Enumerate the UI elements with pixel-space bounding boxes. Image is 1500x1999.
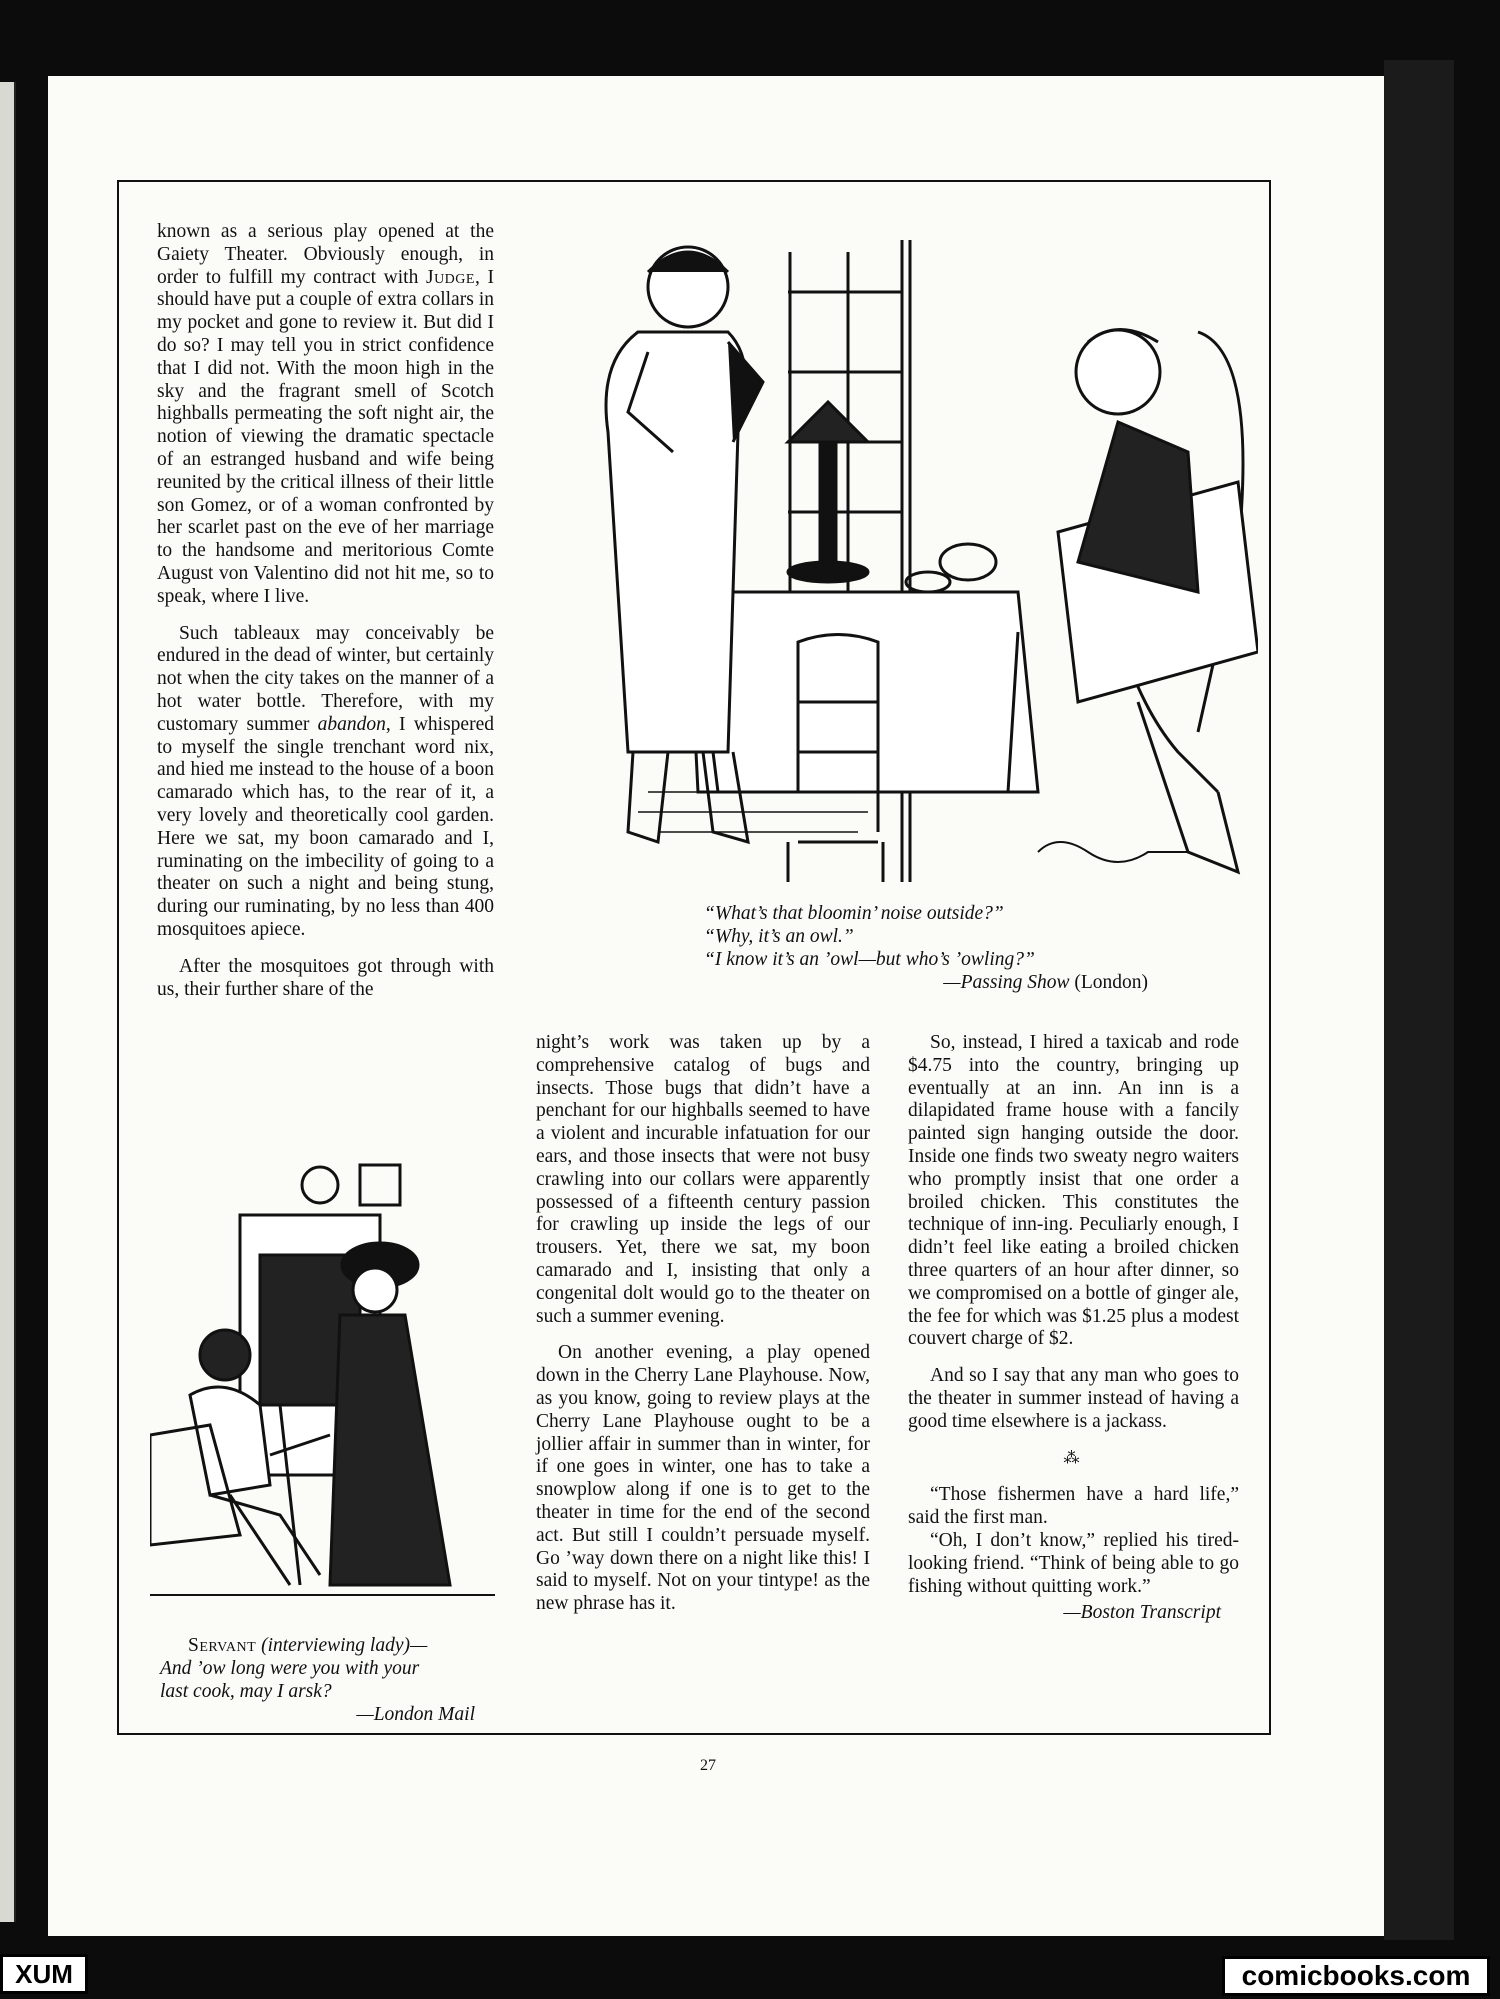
top-caption-line-1: “What’s that bloomin’ noise outside?” <box>704 903 1004 924</box>
bottom-cartoon-illustration <box>150 1155 495 1625</box>
archive-stamp: XUM <box>0 1954 88 1994</box>
seated-woman-head <box>200 1330 250 1380</box>
joke-line-1: “Those fishermen have a hard life,” said the first man. <box>908 1484 1239 1529</box>
bottom-caption-source: —London Mail <box>356 1704 475 1725</box>
top-caption-source-italic: —Passing Show <box>943 972 1070 993</box>
left-paragraph-1-rest: , I should have put a couple of extra collars in my pocket and gone to review it. But did I do so? I may tell you in strict confidence that I did not. With the moon high in the sky and the fragrant smell of Scotch highballs permeating the soft night air, the notion of viewing the dramatic spectacle of an estranged husband and wife being reunited by the critical illness of their little son Gomez, or of a woman confronted by her scarlet past on the eve of her marriage to the handsome and meritorious Comte August von Valentino did not hit me, so to speak, where I live. <box>157 266 494 607</box>
joke-source: —Boston Transcript <box>1063 1602 1221 1624</box>
teapot <box>940 544 996 580</box>
right-column <box>908 1032 1239 1639</box>
middle-paragraph-1: night’s work was taken up by a comprehensive catalog of bugs and insects. Those bugs that didn’t have a penchant for our highballs seemed to have a violent and incurable infatuation for our ears, and those insects that were not busy crawling into our collars were apparently possessed of a fifteenth century passion for crawling up inside the legs of our trousers. Yet, there we sat, my boon camarado and I, insisting that only a congenital dolt would go to the theater on such a summer evening. <box>536 1032 870 1327</box>
top-caption-source <box>704 971 1148 994</box>
left-paragraph-1-text: known as a serious play opened at the Gaiety Theater. Obviously enough, in order to fulfill my contract with <box>157 221 494 288</box>
abandon-word: abandon <box>317 713 386 735</box>
standing-lady-head <box>353 1268 397 1312</box>
top-caption-line-3: “I know it’s an ’owl—but who’s ’owling?” <box>704 949 1035 970</box>
artist-signature <box>1038 842 1188 862</box>
woman-body <box>606 332 746 752</box>
seated-woman-body <box>190 1387 270 1495</box>
top-cartoon-illustration <box>498 232 1258 892</box>
right-paragraph-1: So, instead, I hired a taxicab and rode $4.75 into the country, bringing up eventually at an inn. An inn is a dilapidated frame house with a fancily painted sign hanging outside the door. Inside one finds two sweaty negro waiters who promptly insist that one order a broiled chicken. This constitutes the technique of inn-ing. Peculiarly enough, I didn’t feel like eating a broiled chicken three quarters of an hour after dinner, so we compromised on a bottle of ginger ale, the fee for which was $1.25 plus a modest couvert charge of $2. <box>908 1032 1239 1350</box>
page-edge-shadow <box>1384 60 1454 1940</box>
left-paragraph-2-text: Such tableaux may conceivably be endured in the dead of winter, but certainly not when the city takes on the manner of a hot water bottle. Therefore, with my customary summer <box>157 622 494 735</box>
left-paragraph-1 <box>157 221 494 609</box>
left-paragraph-3: After the mosquitoes got through with us, their further share of the <box>157 955 494 1000</box>
table <box>688 592 1038 792</box>
top-caption-source-rest: (London) <box>1069 972 1148 993</box>
bottom-caption-line-3: last cook, may I arsk? <box>160 1681 332 1702</box>
joke-line-2: “Oh, I don’t know,” replied his tired-looking friend. “Think of being able to go fishing without quitting work.” <box>908 1529 1239 1597</box>
right-paragraph-2: And so I say that any man who goes to the theater in summer instead of having a good time elsewhere is a jackass. <box>908 1365 1239 1432</box>
lamp-shade <box>788 402 868 442</box>
bottom-cartoon-caption <box>160 1634 495 1726</box>
top-cartoon-caption <box>704 902 1148 994</box>
fur-coat <box>330 1315 450 1585</box>
servant-label: Servant <box>188 1635 257 1656</box>
top-caption-line-2: “Why, it’s an owl.” <box>704 926 854 947</box>
left-paragraph-2 <box>157 623 494 942</box>
middle-column <box>536 1032 870 1630</box>
middle-paragraph-2: On another evening, a play opened down in the Cherry Lane Playhouse. Now, as you know, going to review plays at the Cherry Lane Playhouse ought to be a jollier affair in summer than in winter, for if one goes in winter, one has to take a snowplow along if one is to get to the theater in time for the end of the second act. But still I couldn’t persuade myself. Go ’way down there on a night like this! I said to myself. Not on your tintype! as the new phrase has it. <box>536 1342 870 1615</box>
vase <box>302 1167 338 1203</box>
section-divider: ⁂ <box>1063 1449 1084 1467</box>
left-column <box>157 221 494 1015</box>
binding-edge <box>0 82 16 1922</box>
bottom-caption-line-2: And ’ow long were you with your <box>160 1658 420 1679</box>
left-paragraph-2-rest: , I whispered to myself the single trenchant word nix, and hied me instead to the house of a boon camarado which has, to the rear of it, a very lovely and theoretically cool garden. Here we sat, my boon camarado and I, ruminating on the imbecility of going to a theater on such a night and being stung, during our ruminating, by no less than 400 mosquitoes apiece. <box>157 713 494 940</box>
bottom-caption-line-1 <box>160 1634 495 1657</box>
judge-name: Judge <box>425 266 475 288</box>
stage-direction: (interviewing lady)— <box>256 1635 428 1656</box>
watermark-site-name: comicbooks.com <box>1222 1956 1490 1996</box>
page-number: 27 <box>700 1757 716 1774</box>
